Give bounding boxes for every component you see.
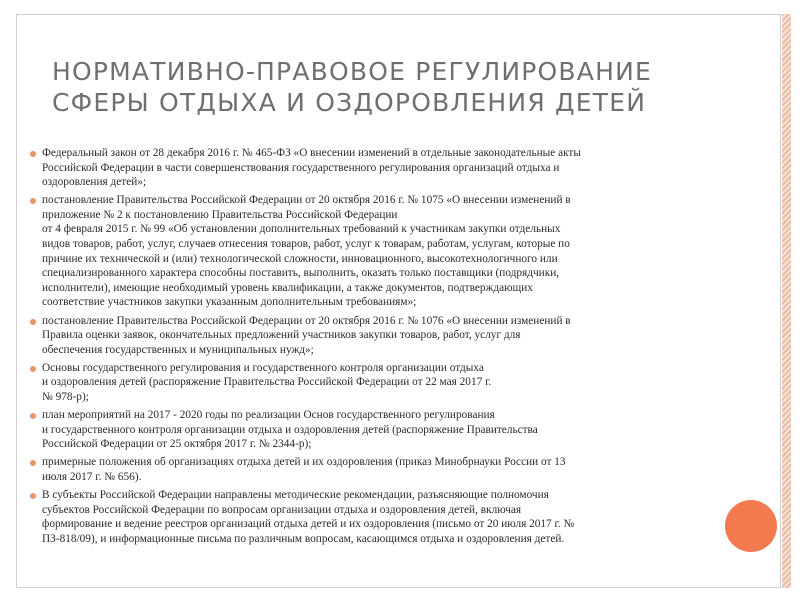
item-line: Российской Федерации в части совершенствования государственного регулирования организаций отдыха и: [42, 161, 560, 174]
list-item: [30, 361, 742, 405]
item-line: Правила оценки заявок, окончательных предложений участников закупки товаров, работ, услуг для: [42, 329, 521, 342]
slide-content: [30, 146, 742, 550]
item-line: субъектов Российской Федерации по вопросам организации отдыха и оздоровления детей, включая: [42, 503, 522, 516]
decorative-circle: [725, 500, 777, 552]
item-line: В субъекты Российской Федерации направлены методические рекомендации, разъясняющие полномочия: [42, 489, 549, 502]
list-item: [30, 314, 742, 358]
item-line: соответствие участников закупки указанным дополнительным требованиям»;: [42, 296, 417, 309]
bullet-icon: [30, 413, 36, 419]
item-line: постановление Правительства Российской Федерации от 20 октября 2016 г. № 1075 «О внесении изменений в: [42, 194, 571, 207]
list-item: [30, 408, 742, 452]
title-line: НОРМАТИВНО-ПРАВОВОЕ РЕГУЛИРОВАНИЕ: [52, 57, 652, 86]
item-line: приложение № 2 к постановлению Правительства Российской Федерации: [42, 208, 398, 221]
list-item: [30, 146, 742, 190]
item-line: оздоровления детей»;: [42, 176, 147, 189]
title-line: СФЕРЫ ОТДЫХА И ОЗДОРОВЛЕНИЯ ДЕТЕЙ: [52, 88, 647, 117]
item-line: постановление Правительства Российской Федерации от 20 октября 2016 г. № 1076 «О внесении изменений в: [42, 314, 571, 327]
item-line: Основы государственного регулирования и государственного контроля организации отдыха: [42, 361, 484, 374]
list-item: [30, 455, 742, 484]
item-line: ПЗ-818/09), и информационные письма по различным вопросам, касающимся отдыха и оздоровления детей.: [42, 532, 565, 545]
bullet-icon: [30, 460, 36, 466]
item-line: формирование и ведение реестров организаций отдыха детей и их оздоровления (письмо от 20 июля 2017 г. №: [42, 518, 575, 531]
item-line: обеспечения государственных и муниципальных нужд»;: [42, 343, 314, 356]
item-line: июля 2017 г. № 656).: [42, 470, 142, 483]
item-line: исполнители), имеющие необходимый уровень квалификации, а также документов, подтверждающих: [42, 281, 533, 294]
list-item: [30, 193, 742, 310]
bullet-icon: [30, 319, 36, 325]
item-line: примерные положения об организациях отдыха детей и их оздоровления (приказ Минобрнауки России от 13: [42, 456, 566, 469]
item-line: и государственного контроля организации отдыха и оздоровления детей (распоряжение Правительства: [42, 423, 538, 436]
bullet-icon: [30, 198, 36, 204]
decorative-stripe: [782, 14, 791, 588]
item-line: специализированного характера способны поставить, выполнить, оказать только поставщики (подрядчики,: [42, 267, 560, 280]
item-line: план мероприятий на 2017 - 2020 годы по реализации Основ государственного регулирования: [42, 409, 495, 422]
item-line: Федеральный закон от 28 декабря 2016 г. № 465-ФЗ «О внесении изменений в отдельные законодательные акты: [42, 147, 581, 159]
list-item: [30, 488, 742, 546]
item-line: от 4 февраля 2015 г. № 99 «Об установлении дополнительных требований к участникам закупки отдельных: [42, 223, 561, 236]
slide-title: [52, 56, 732, 118]
item-line: № 978-р);: [42, 391, 89, 403]
item-line: Российской Федерации от 25 октября 2017 г. № 2344-р);: [42, 438, 312, 451]
bullet-icon: [30, 493, 36, 499]
item-line: причине их технической и (или) технологической сложности, инновационного, высокотехнологичного или: [42, 252, 558, 265]
bullet-icon: [30, 366, 36, 372]
item-line: и оздоровления детей (распоряжение Правительства Российской Федерации от 22 мая 2017 г.: [42, 376, 492, 389]
item-line: видов товаров, работ, услуг, случаев отнесения товаров, работ, услуг к товарам, работам, услугам, которые по: [42, 238, 570, 251]
bullet-icon: [30, 151, 36, 157]
